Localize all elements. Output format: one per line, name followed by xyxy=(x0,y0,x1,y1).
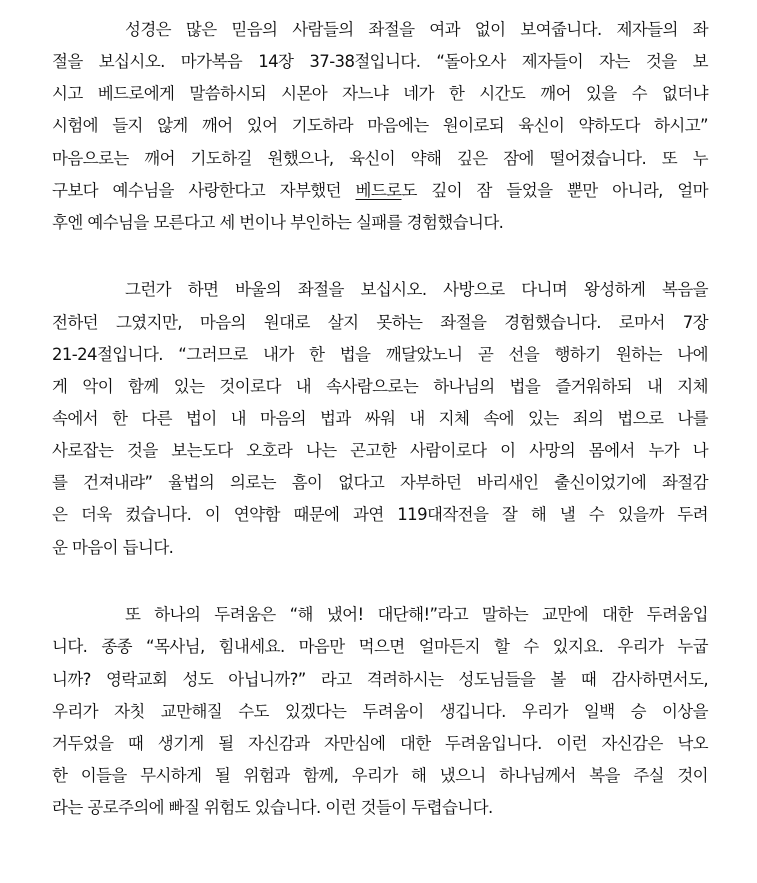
paragraph-line: 게 악이 함께 있는 것이로다 내 속사람으로는 하나님의 법을 즐거워하되 내 지체 xyxy=(52,376,708,396)
paragraph-line: 전하던 그였지만, 마음의 원대로 살지 못하는 좌절을 경험했습니다. 로마서 7장 xyxy=(52,312,708,332)
paragraph-line: 운 마음이 듭니다. xyxy=(52,537,174,557)
paragraph xyxy=(52,599,708,824)
paragraph-line: 그런가 하면 바울의 좌절을 보십시오. 사방으로 다니며 왕성하게 복음을 xyxy=(125,280,708,300)
paragraph-line: 21-24절입니다. “그러므로 내가 한 법을 깨달았노니 곧 선을 행하기 원하는 나에 xyxy=(52,344,708,364)
underlined-word: 베드로 xyxy=(355,180,402,200)
paragraph-line: 한 이들을 무시하게 될 위험과 함께, 우리가 해 냈으니 하나님께서 복을 주실 것이 xyxy=(52,765,708,785)
paragraph-line: 거두었을 때 생기게 될 자신감과 자만심에 대한 두려움입니다. 이런 자신감은 낙오 xyxy=(52,733,708,753)
document-page xyxy=(52,14,708,824)
paragraph-line: 니다. 종종 “목사님, 힘내세요. 마음만 먹으면 얼마든지 할 수 있지요. 우리가 누굽 xyxy=(52,637,708,657)
paragraph xyxy=(52,14,708,239)
paragraph-line: 속에서 한 다른 법이 내 마음의 법과 싸워 내 지체 속에 있는 죄의 법으로 나를 xyxy=(52,409,708,429)
paragraph-line xyxy=(52,175,708,207)
paragraph-line: 라는 공로주의에 빠질 위험도 있습니다. 이런 것들이 두렵습니다. xyxy=(52,798,493,818)
paragraph-line: 후엔 예수님을 모른다고 세 번이나 부인하는 실패를 경험했습니다. xyxy=(52,212,504,232)
paragraph xyxy=(52,274,708,563)
paragraph-line: 니까? 영락교회 성도 아닙니까?” 라고 격려하시는 성도님들을 볼 때 감사하면서도, xyxy=(52,669,708,689)
line-text: 도 깊이 잠 들었을 뿐만 아니라, 얼마 xyxy=(401,180,708,200)
paragraph-line: 우리가 자칫 교만해질 수도 있겠다는 두려움이 생깁니다. 우리가 일백 승 이상을 xyxy=(52,701,708,721)
paragraph-line: 또 하나의 두려움은 “해 냈어! 대단해!”라고 말하는 교만에 대한 두려움입 xyxy=(125,605,708,625)
paragraph-line: 절을 보십시오. 마가복음 14장 37-38절입니다. “돌아오사 제자들이 자는 것을 보 xyxy=(52,52,708,72)
paragraph-line: 를 건져내랴” 율법의 의로는 흠이 없다고 자부하던 바리새인 출신이었기에 좌절감 xyxy=(52,473,708,493)
paragraph-line: 시험에 들지 않게 깨어 있어 기도하라 마음에는 원이로되 육신이 약하도다 하시고” xyxy=(52,116,708,136)
paragraph-line: 사로잡는 것을 보는도다 오호라 나는 곤고한 사람이로다 이 사망의 몸에서 누가 나 xyxy=(52,441,708,461)
paragraph-line: 마음으로는 깨어 기도하길 원했으나, 육신이 약해 깊은 잠에 떨어졌습니다. 또 누 xyxy=(52,148,708,168)
paragraph-line: 시고 베드로에게 말씀하시되 시몬아 자느냐 네가 한 시간도 깨어 있을 수 없더냐 xyxy=(52,84,708,104)
line-text: 구보다 예수님을 사랑한다고 자부했던 xyxy=(52,180,356,200)
paragraph-line: 성경은 많은 믿음의 사람들의 좌절을 여과 없이 보여줍니다. 제자들의 좌 xyxy=(125,20,708,39)
paragraph-line: 은 더욱 컸습니다. 이 연약함 때문에 과연 119대작전을 잘 해 낼 수 있을까 두려 xyxy=(52,505,708,525)
